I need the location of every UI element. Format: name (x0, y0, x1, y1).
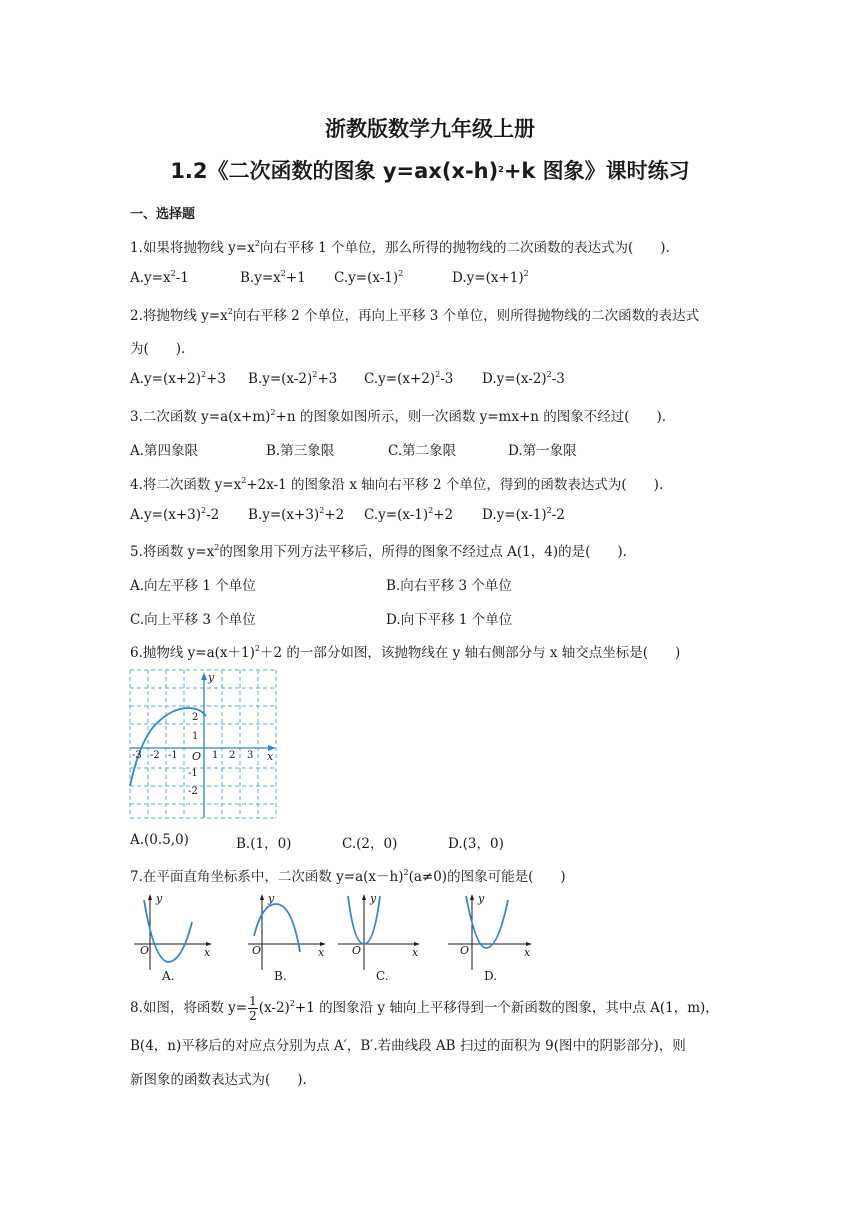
q7c-y-label: y (370, 892, 377, 905)
q7-option-c-label: C. (376, 969, 389, 983)
q7b-x-label: x (318, 946, 325, 959)
q6-y-tick: -1 (188, 768, 198, 779)
q5-option-d: D.向下平移 1 个单位 (386, 612, 513, 628)
q6-y-label: y (208, 671, 215, 684)
question-2-stem-cont: 为( ). (130, 341, 186, 357)
fraction-one-half: $\frac{1}{2}$ (249, 994, 257, 1023)
question-8-stem-line2: B(4，n)平移后的对应点分别为点 A′，B′.若曲线段 AB 扫过的面积为 9(图中的阴影部分)，则 (130, 1038, 686, 1054)
q1-option-a: $A.y=x^2-1$ (130, 269, 189, 286)
q6-y-tick: -2 (188, 786, 198, 797)
doc-subtitle: 1.2《二次函数的图象 $y=ax(x-h)^2+k$ 图象》课时练习 (170, 159, 690, 183)
question-6-stem: 6.抛物线 $y=a(x+1)^2+2$ 的一部分如图，该抛物线在 y 轴右侧部分与 x 轴交点坐标是( ) (130, 644, 681, 661)
q7d-y-label: y (478, 892, 485, 905)
q7d-y-arrow-icon (470, 894, 474, 900)
q7b-origin-label: O (252, 944, 262, 957)
q5-option-c: C.向上平移 3 个单位 (130, 612, 256, 628)
doc-title: 浙教版数学九年级上册 (325, 117, 535, 141)
q7a-x-label: x (204, 946, 211, 959)
q6-x-tick: -1 (168, 750, 178, 761)
q6-y-tick: 2 (192, 712, 199, 723)
q7-option-d-label: D. (484, 969, 498, 983)
q7-option-b-label: B. (274, 969, 287, 983)
q6-option-b: B.(1，0) (236, 836, 292, 852)
q4-option-c: $C.y=(x-1)^2+2$ (364, 506, 454, 523)
q3-option-d: D.第一象限 (508, 443, 577, 459)
question-8-stem: 8.如图，将函数 y= $\frac{1}{2}$ $(x-2)^2+1$ 的图象沿 y 轴向上平移得到一个新函数的图象，其中点 A(1，m)， (130, 994, 719, 1023)
question-7-stem: 7.在平面直角坐标系中，二次函数 $y=a(x-h)^2(a\ne 0)$的图象可能是( ) (130, 868, 566, 885)
question-2-stem: 2.将抛物线 $y=x^2$向右平移 2 个单位，再向上平移 3 个单位，则所得抛物线的二次函数的表达式 (130, 307, 700, 324)
q7-option-a-label: A. (162, 969, 175, 983)
q6-x-tick: -2 (150, 750, 160, 761)
question-5-stem: 5.将函数 $y=x^2$的图象用下列方法平移后，所得的图象不经过点 A(1，4)的是( ). (130, 543, 627, 560)
q6-x-tick: 3 (247, 750, 254, 761)
q6-origin-label: O (192, 750, 202, 763)
q7a-curve (144, 900, 192, 962)
q7d-origin-label: O (460, 944, 470, 957)
q4-option-a: $A.y=(x+3)^2-2$ (130, 506, 220, 523)
q7a-y-label: y (156, 892, 163, 905)
q6-option-a: A.(0.5,0) (130, 832, 189, 848)
q5-option-a: A.向左平移 1 个单位 (130, 578, 256, 594)
q6-x-tick: -3 (132, 750, 142, 761)
q6-y-arrow-icon (201, 672, 207, 680)
q7c-x-label: x (412, 946, 419, 959)
q7c-y-arrow-icon (362, 894, 366, 900)
section-heading: 一、选择题 (130, 207, 196, 222)
q6-x-tick: 1 (212, 750, 219, 761)
q7c-origin-label: O (352, 944, 362, 957)
q7a-origin-label: O (140, 944, 150, 957)
q4-option-d: $D.y=(x-1)^2-2$ (482, 506, 565, 523)
q6-parabola-graph (128, 668, 278, 820)
question-1-stem: 1.如果将抛物线 $y=x^2$向右平移 1 个单位，那么所得的抛物线的二次函数的表达式为( ). (130, 239, 670, 256)
q6-option-c: C.(2，0) (342, 836, 398, 852)
q7a-y-arrow-icon (148, 894, 152, 900)
q7b-y-arrow-icon (260, 894, 264, 900)
q6-y-tick: 1 (192, 731, 199, 742)
q6-x-label: x (267, 750, 274, 763)
q1-option-c: $C.y=(x-1)^2$ (334, 269, 404, 286)
q2-option-c: $C.y=(x+2)^2-3$ (364, 370, 454, 387)
q1-option-b: $B.y=x^2+1$ (240, 269, 306, 286)
q4-option-b: $B.y=(x+3)^2+2$ (248, 506, 345, 523)
q1-option-d: $D.y=(x+1)^2$ (452, 269, 529, 286)
q2-option-b: $B.y=(x-2)^2+3$ (248, 370, 338, 387)
q5-option-b: B.向右平移 3 个单位 (386, 578, 512, 594)
q6-x-tick: 2 (229, 750, 236, 761)
q7d-x-label: x (524, 946, 531, 959)
q6-option-d: D.(3，0) (448, 836, 504, 852)
question-3-stem: 3.二次函数 $y=a(x+m)^2+n$ 的图象如图所示，则一次函数 y=mx+n 的图象不经过( ). (130, 408, 667, 425)
question-4-stem: 4.将二次函数 $y=x^2+2x-1$ 的图象沿 x 轴向右平移 2 个单位，得到的函数表达式为( ). (130, 476, 664, 493)
q7-option-graphs (130, 890, 540, 985)
q7b-y-label: y (268, 892, 275, 905)
q3-option-b: B.第三象限 (266, 443, 335, 459)
question-8-stem-line3: 新图象的函数表达式为( ). (130, 1072, 307, 1088)
q2-option-a: $A.y=(x+2)^2+3$ (130, 370, 227, 387)
q3-option-c: C.第二象限 (388, 443, 457, 459)
q3-option-a: A.第四象限 (130, 443, 199, 459)
q2-option-d: $D.y=(x-2)^2-3$ (482, 370, 565, 387)
